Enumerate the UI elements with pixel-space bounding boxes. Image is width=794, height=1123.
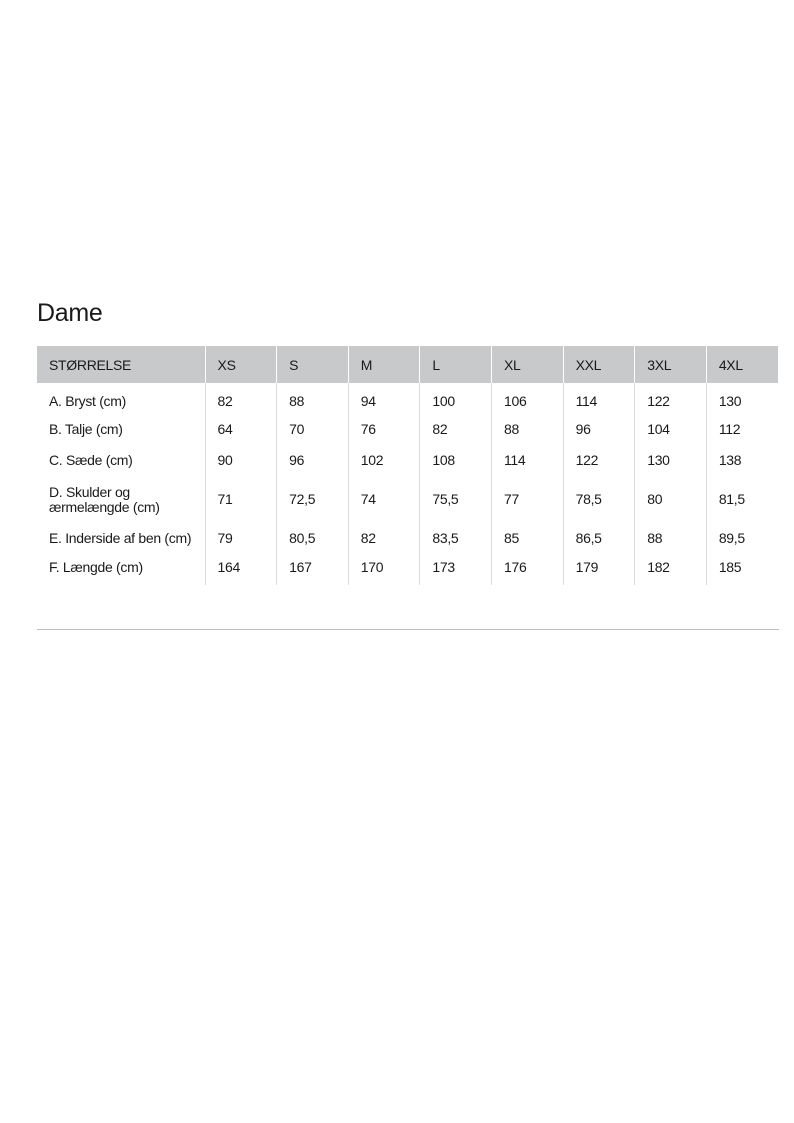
- table-cell: 72,5: [277, 476, 349, 523]
- table-cell: 114: [563, 383, 635, 414]
- row-label: E. Inderside af ben (cm): [49, 530, 192, 546]
- header-size-3xl: 3XL: [635, 346, 707, 383]
- table-cell: 88: [491, 414, 563, 445]
- table-cell: 80: [635, 476, 707, 523]
- table-cell: 122: [563, 445, 635, 476]
- size-chart-table: [37, 346, 778, 585]
- row-label: F. Længde (cm): [49, 559, 143, 575]
- row-label: C. Sæde (cm): [49, 452, 133, 468]
- table-row: [37, 554, 778, 585]
- table-cell: 106: [491, 383, 563, 414]
- divider: [37, 629, 779, 630]
- table-cell: 182: [635, 554, 707, 585]
- table-cell: 64: [205, 414, 277, 445]
- header-size-xs: XS: [205, 346, 277, 383]
- table-cell: 79: [205, 523, 277, 554]
- table-cell: 78,5: [563, 476, 635, 523]
- table-cell: 71: [205, 476, 277, 523]
- table-cell: 173: [420, 554, 492, 585]
- table-row: [37, 383, 778, 414]
- table-cell: 96: [277, 445, 349, 476]
- header-size-4xl: 4XL: [706, 346, 778, 383]
- table-cell: 82: [348, 523, 420, 554]
- table-cell: 114: [491, 445, 563, 476]
- table-cell: 82: [205, 383, 277, 414]
- table-cell: 167: [277, 554, 349, 585]
- row-label: D. Skulder og ærmelængde (cm): [49, 483, 160, 515]
- table-cell: 94: [348, 383, 420, 414]
- header-row: [37, 346, 778, 383]
- table-row: [37, 445, 778, 476]
- table-cell: 82: [420, 414, 492, 445]
- table-cell: 104: [635, 414, 707, 445]
- table-body: [37, 383, 778, 585]
- table-cell: 83,5: [420, 523, 492, 554]
- header-size-m: M: [348, 346, 420, 383]
- table-cell: 122: [635, 383, 707, 414]
- table-cell: 86,5: [563, 523, 635, 554]
- table-cell: 108: [420, 445, 492, 476]
- table-cell: 179: [563, 554, 635, 585]
- table-cell: 70: [277, 414, 349, 445]
- table-cell: 90: [205, 445, 277, 476]
- table-cell: 185: [706, 554, 778, 585]
- table-cell: 75,5: [420, 476, 492, 523]
- table-cell: 100: [420, 383, 492, 414]
- header-label-size: STØRRELSE: [49, 356, 132, 373]
- table-cell: 130: [706, 383, 778, 414]
- table-cell: 130: [635, 445, 707, 476]
- table-cell: 176: [491, 554, 563, 585]
- table-cell: 77: [491, 476, 563, 523]
- header-size-xl: XL: [491, 346, 563, 383]
- table-cell: 85: [491, 523, 563, 554]
- table-cell: 88: [635, 523, 707, 554]
- table-header: [37, 346, 778, 383]
- table-row: [37, 414, 778, 445]
- header-size-s: S: [277, 346, 349, 383]
- table-cell: 80,5: [277, 523, 349, 554]
- row-label: A. Bryst (cm): [49, 392, 126, 409]
- header-size-xxl: XXL: [563, 346, 635, 383]
- table-cell: 81,5: [706, 476, 778, 523]
- header-size-l: L: [420, 346, 492, 383]
- table-row: [37, 476, 778, 523]
- table-cell: 170: [348, 554, 420, 585]
- table-row: [37, 523, 778, 554]
- table-cell: 138: [706, 445, 778, 476]
- table-cell: 164: [205, 554, 277, 585]
- page-title: Dame: [37, 299, 103, 327]
- table-cell: 76: [348, 414, 420, 445]
- table-cell: 89,5: [706, 523, 778, 554]
- table-cell: 88: [277, 383, 349, 414]
- table-cell: 102: [348, 445, 420, 476]
- row-label: B. Talje (cm): [49, 421, 123, 437]
- table-cell: 96: [563, 414, 635, 445]
- table-cell: 112: [706, 414, 778, 445]
- table-cell: 74: [348, 476, 420, 523]
